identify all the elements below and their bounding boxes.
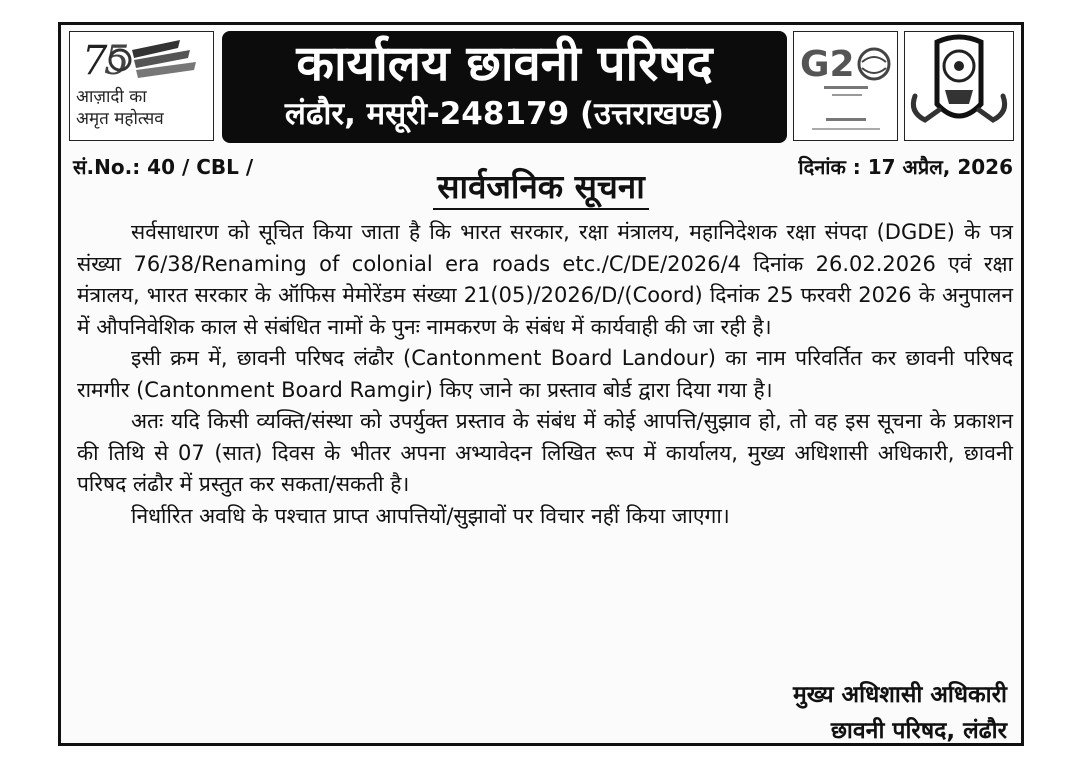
cantonment-board-emblem-icon bbox=[905, 32, 1013, 140]
svg-text:G2: G2 bbox=[800, 44, 855, 85]
g20-logo bbox=[793, 31, 898, 141]
notice-body bbox=[77, 217, 1013, 532]
cantonment-board-logo bbox=[904, 31, 1014, 141]
signatory-office: छावनी परिषद, लंढौर bbox=[830, 718, 1007, 744]
svg-text:7: 7 bbox=[82, 38, 108, 84]
paragraph-3: अतः यदि किसी व्यक्ति/संस्था को उपर्युक्त प्रस्ताव के संबंध में कोई आपत्ति/सुझाव हो, तो वह इस सूचना के प्रकाशन की तिथि से 07 (सात) दिवस के भीतर अपना अभ्यावेदन लिखित रूप में कार्यालय, मुख्य अधिशासी अधिकारी, छावनी परिषद लंढौर में प्रस्तुत कर सकता/सकती है। bbox=[77, 409, 1013, 496]
azadi-text-line1: आज़ादी का bbox=[76, 87, 147, 107]
office-title-banner bbox=[222, 31, 787, 143]
office-address: लंढौर, मसूरी-248179 (उत्तराखण्ड) bbox=[284, 96, 725, 132]
paragraph-2: इसी क्रम में, छावनी परिषद लंढौर (Cantonment Board Landour) का नाम परिवर्तित कर छावनी परिषद रामगीर (Cantonment Board Ramgir) किए जाने का प्रस्ताव बोर्ड द्वारा दिया गया है। bbox=[77, 346, 1013, 402]
public-notice bbox=[58, 22, 1024, 746]
signatory-designation: मुख्य अधिशासी अधिकारी bbox=[793, 682, 1007, 708]
notice-date: दिनांक : 17 अप्रैल, 2026 bbox=[798, 155, 1013, 179]
g20-logo-icon bbox=[794, 32, 897, 140]
notice-header bbox=[69, 31, 1015, 141]
paragraph-4: निर्धारित अवधि के पश्चात प्राप्त आपत्तियों/सुझावों पर विचार नहीं किया जाएगा। bbox=[131, 503, 730, 528]
azadi-75-icon bbox=[72, 34, 212, 90]
notice-heading: सार्वजनिक सूचना bbox=[433, 167, 649, 210]
azadi-ka-amrit-mahotsav-logo bbox=[69, 31, 214, 141]
signature-block bbox=[793, 677, 1007, 749]
paragraph-1: सर्वसाधारण को सूचित किया जाता है कि भारत सरकार, रक्षा मंत्रालय, महानिदेशक रक्षा संपदा (DGDE) के पत्र संख्या 76/38/Renaming of colonial era roads etc./C/DE/2026/4 दिनांक 26.02.2026 एवं रक्षा मंत्रालय, भारत सरकार के ऑफिस मेमोरेंडम संख्या 21(05)/2026/D/(Coord) दिनांक 25 फरवरी 2026 के अनुपालन में औपनिवेशिक काल से संबंधित नामों के पुनः नामकरण के संबंध में कार्यवाही की जा रही है। bbox=[77, 220, 1013, 339]
svg-text:5: 5 bbox=[104, 38, 130, 84]
office-title: कार्यालय छावनी परिषद bbox=[296, 35, 713, 92]
azadi-text-line2: अमृत महोत्सव bbox=[76, 109, 164, 129]
reference-number: सं.No.: 40 / CBL / bbox=[73, 155, 254, 179]
